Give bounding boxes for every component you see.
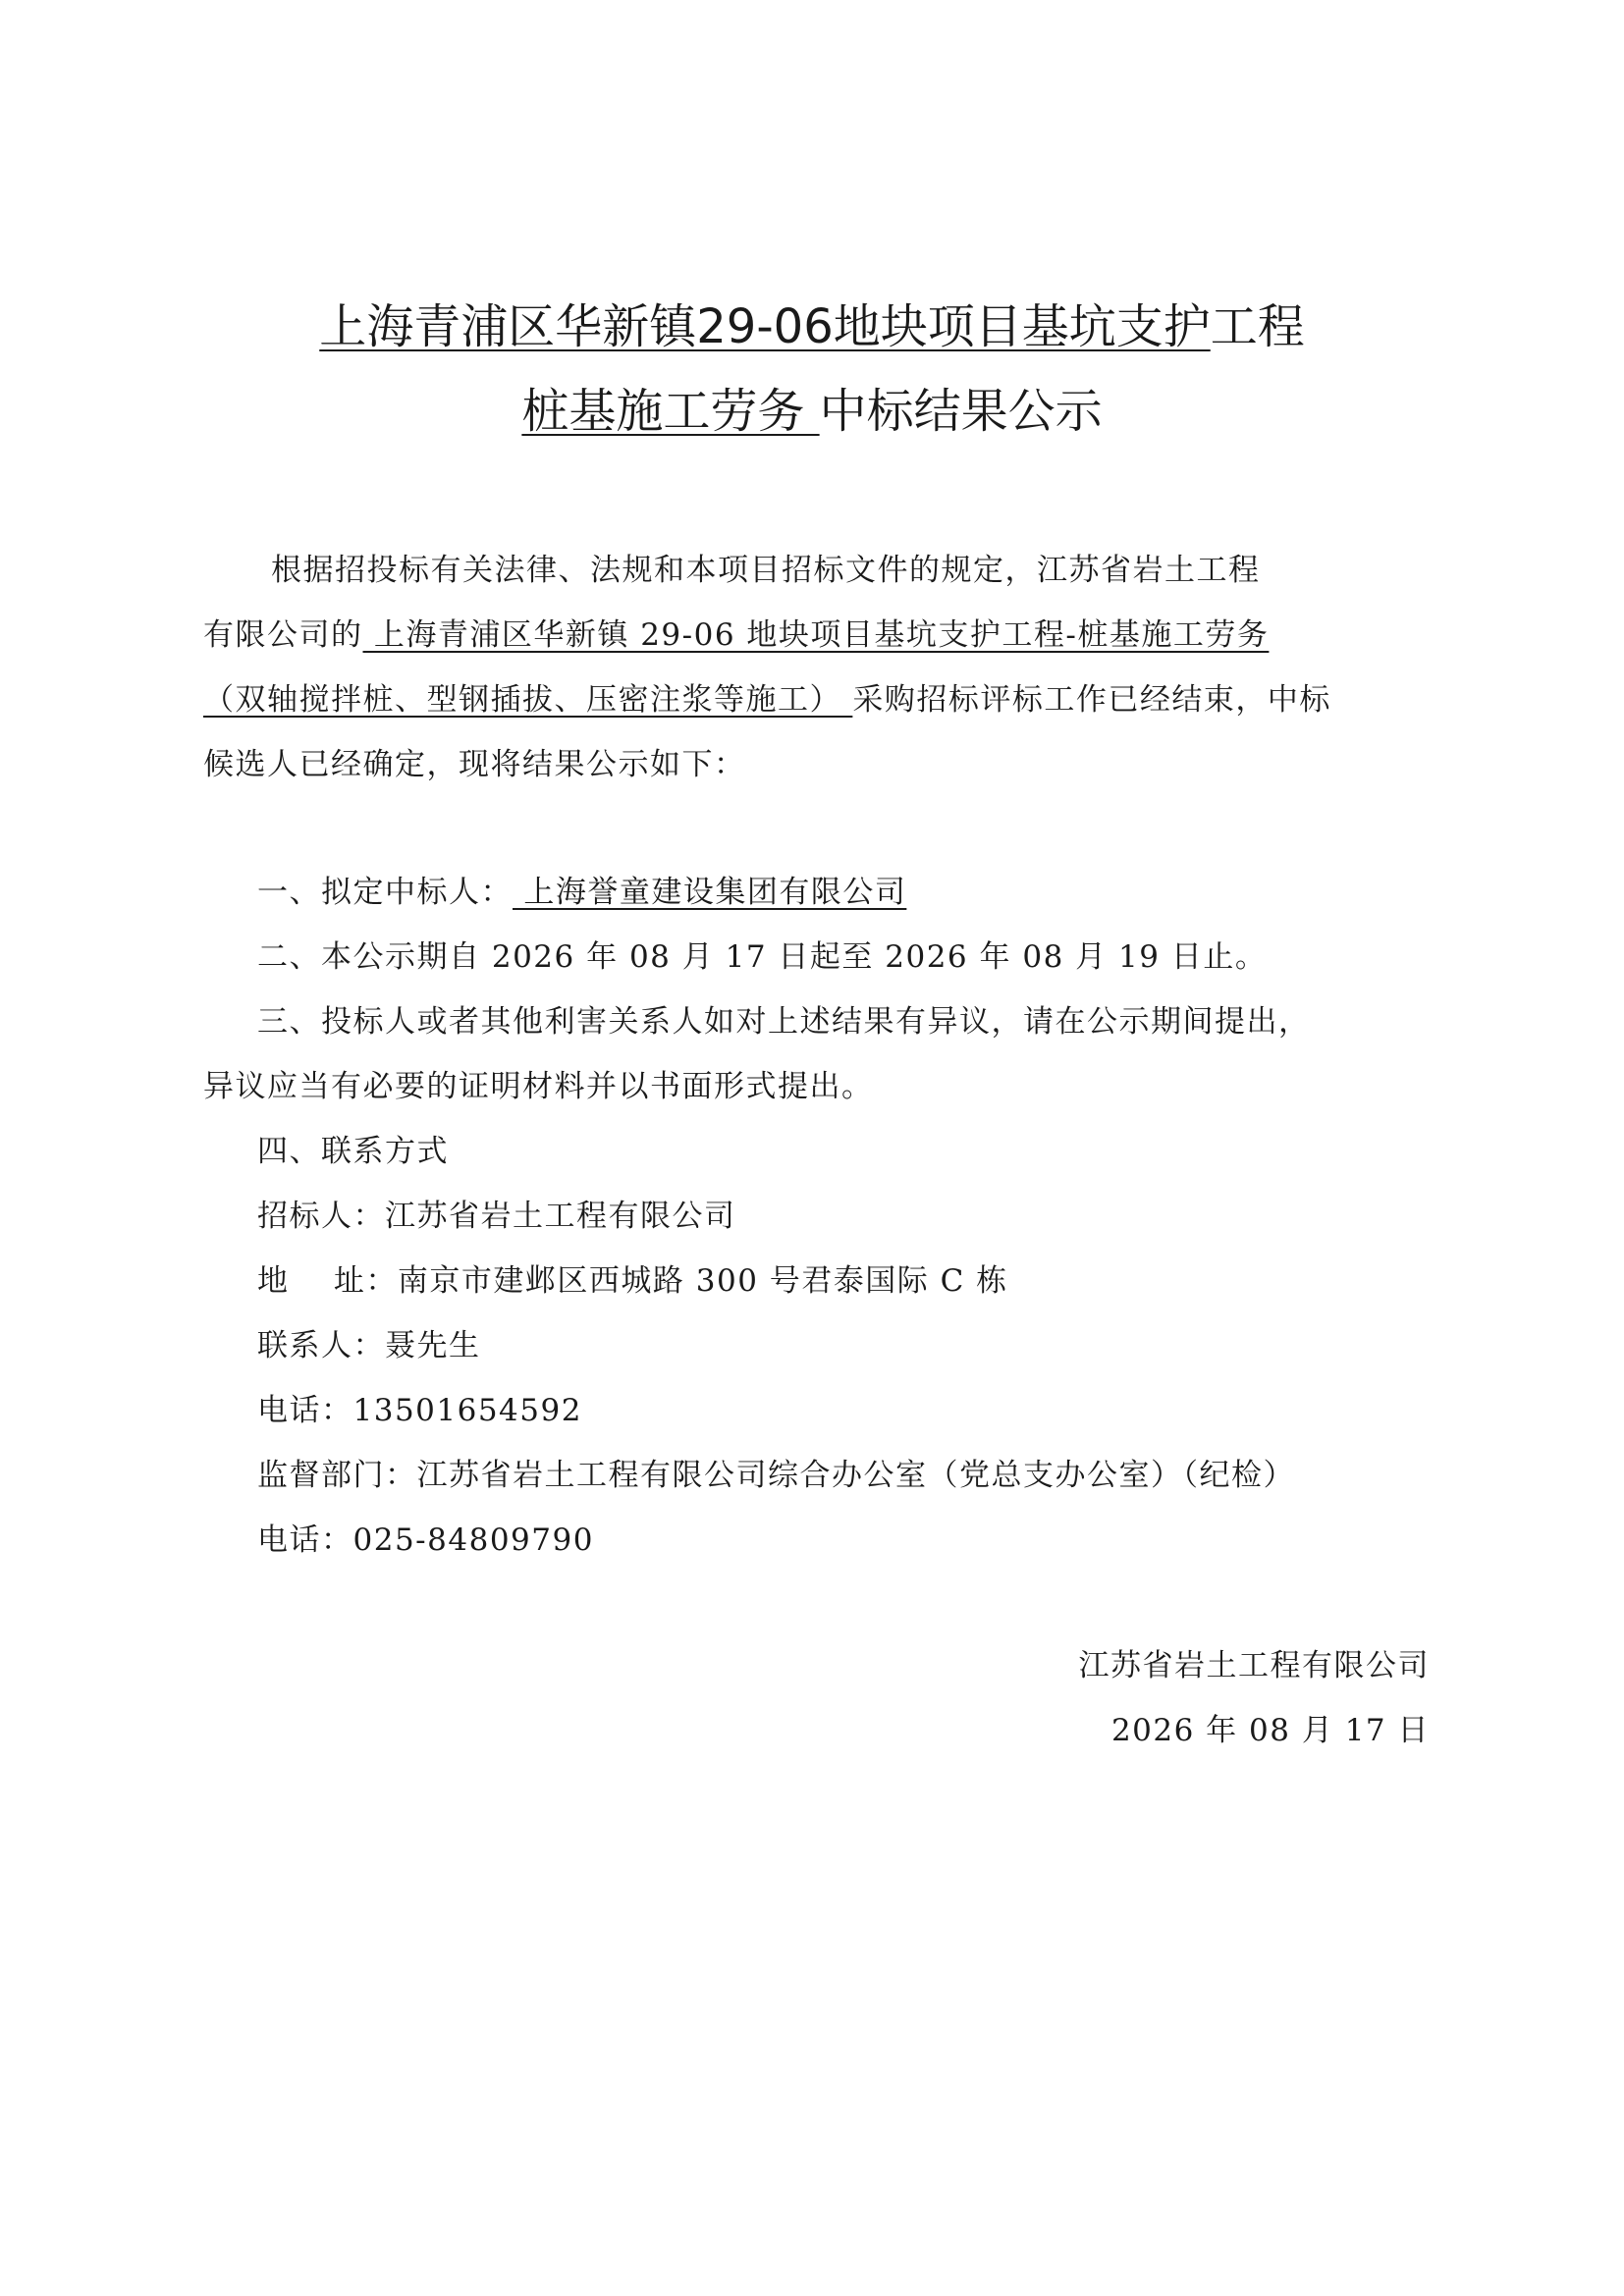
signature-date: 2026 年 08 月 17 日	[1110, 1713, 1430, 1748]
page-title-line-1	[0, 297, 1624, 356]
supervisor-line: 监督部门：江苏省岩土工程有限公司综合办公室（党总支办公室）（纪检）	[257, 1458, 1295, 1493]
intro-line-2	[203, 615, 1269, 655]
project-scope-underlined: （双轴搅拌桩、型钢插拔、压密注浆等施工）	[203, 682, 853, 718]
title-underlined-part: 上海青浦区华新镇29-06地块项目基坑支护	[319, 299, 1211, 354]
objection-line-2: 异议应当有必要的证明材料并以书面形式提出。	[203, 1069, 874, 1104]
project-name-underlined: 上海青浦区华新镇 29-06 地块项目基坑支护工程-桩基施工劳务	[362, 617, 1270, 653]
objection-line-1: 三、投标人或者其他利害关系人如对上述结果有异议，请在公示期间提出，	[257, 1004, 1311, 1040]
page-title-line-2	[0, 382, 1624, 441]
signature-company: 江苏省岩土工程有限公司	[1078, 1648, 1430, 1683]
intro-line-4: 候选人已经确定，现将结果公示如下：	[203, 747, 746, 782]
intro-line-3	[203, 680, 1331, 720]
winner-label: 一、拟定中标人：	[257, 875, 513, 910]
intro-line-1: 根据招投标有关法律、法规和本项目招标文件的规定，江苏省岩土工程	[271, 553, 1261, 588]
phone-line: 电话：13501654592	[257, 1393, 582, 1428]
winner-name: 上海誉童建设集团有限公司	[513, 875, 907, 910]
contact-person-line: 联系人：聂先生	[257, 1328, 481, 1363]
supervisor-phone-line: 电话：025-84809790	[257, 1522, 594, 1558]
address-line: 地 址：南京市建邺区西城路 300 号君泰国际 C 栋	[257, 1263, 1008, 1299]
title-rest-part: 中标结果公示	[819, 384, 1103, 439]
intro-line-3-rest: 采购招标评标工作已经结束，中标	[852, 682, 1331, 718]
winner-line	[257, 873, 906, 912]
title-underlined-part: 桩基施工劳务	[521, 384, 820, 439]
tenderer-line: 招标人：江苏省岩土工程有限公司	[257, 1199, 736, 1234]
contact-heading: 四、联系方式	[257, 1134, 449, 1169]
period-line: 二、本公示期自 2026 年 08 月 17 日起至 2026 年 08 月 19 日止。	[257, 939, 1268, 975]
intro-prefix: 有限公司的	[203, 617, 363, 653]
title-rest-part: 工程	[1210, 299, 1305, 354]
